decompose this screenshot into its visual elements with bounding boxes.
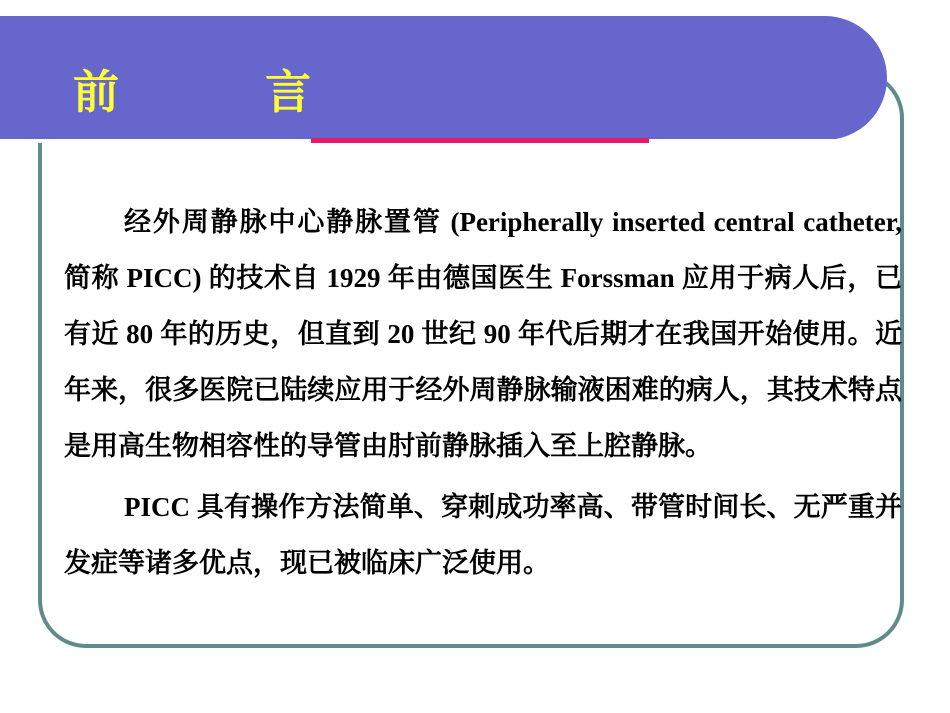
paragraph-intro: 经外周静脉中心静脉置管 (Peripherally inserted central catheter, 简称 PICC) 的技术自 1929 年由德国医生 Forssman 应用于病人后，已有近 80 年的历史，但直到 20 世纪 90 年代后期才在我国开始使用。近年来，很多医院已陆续应用于经外周静脉输液困难的病人，其技术特点是用高生物相容性的导管由肘前静脉插入至上腔静脉。 (64, 207, 902, 461)
title-bar (0, 16, 887, 140)
paragraph-advantages: PICC 具有操作方法简单、穿刺成功率高、带管时间长、无严重并发症等诸多优点，现已被临床广泛使用。 (64, 492, 902, 578)
slide-title: 前 言 (73, 65, 314, 119)
body-text (64, 194, 902, 591)
title-accent-line (311, 138, 649, 143)
